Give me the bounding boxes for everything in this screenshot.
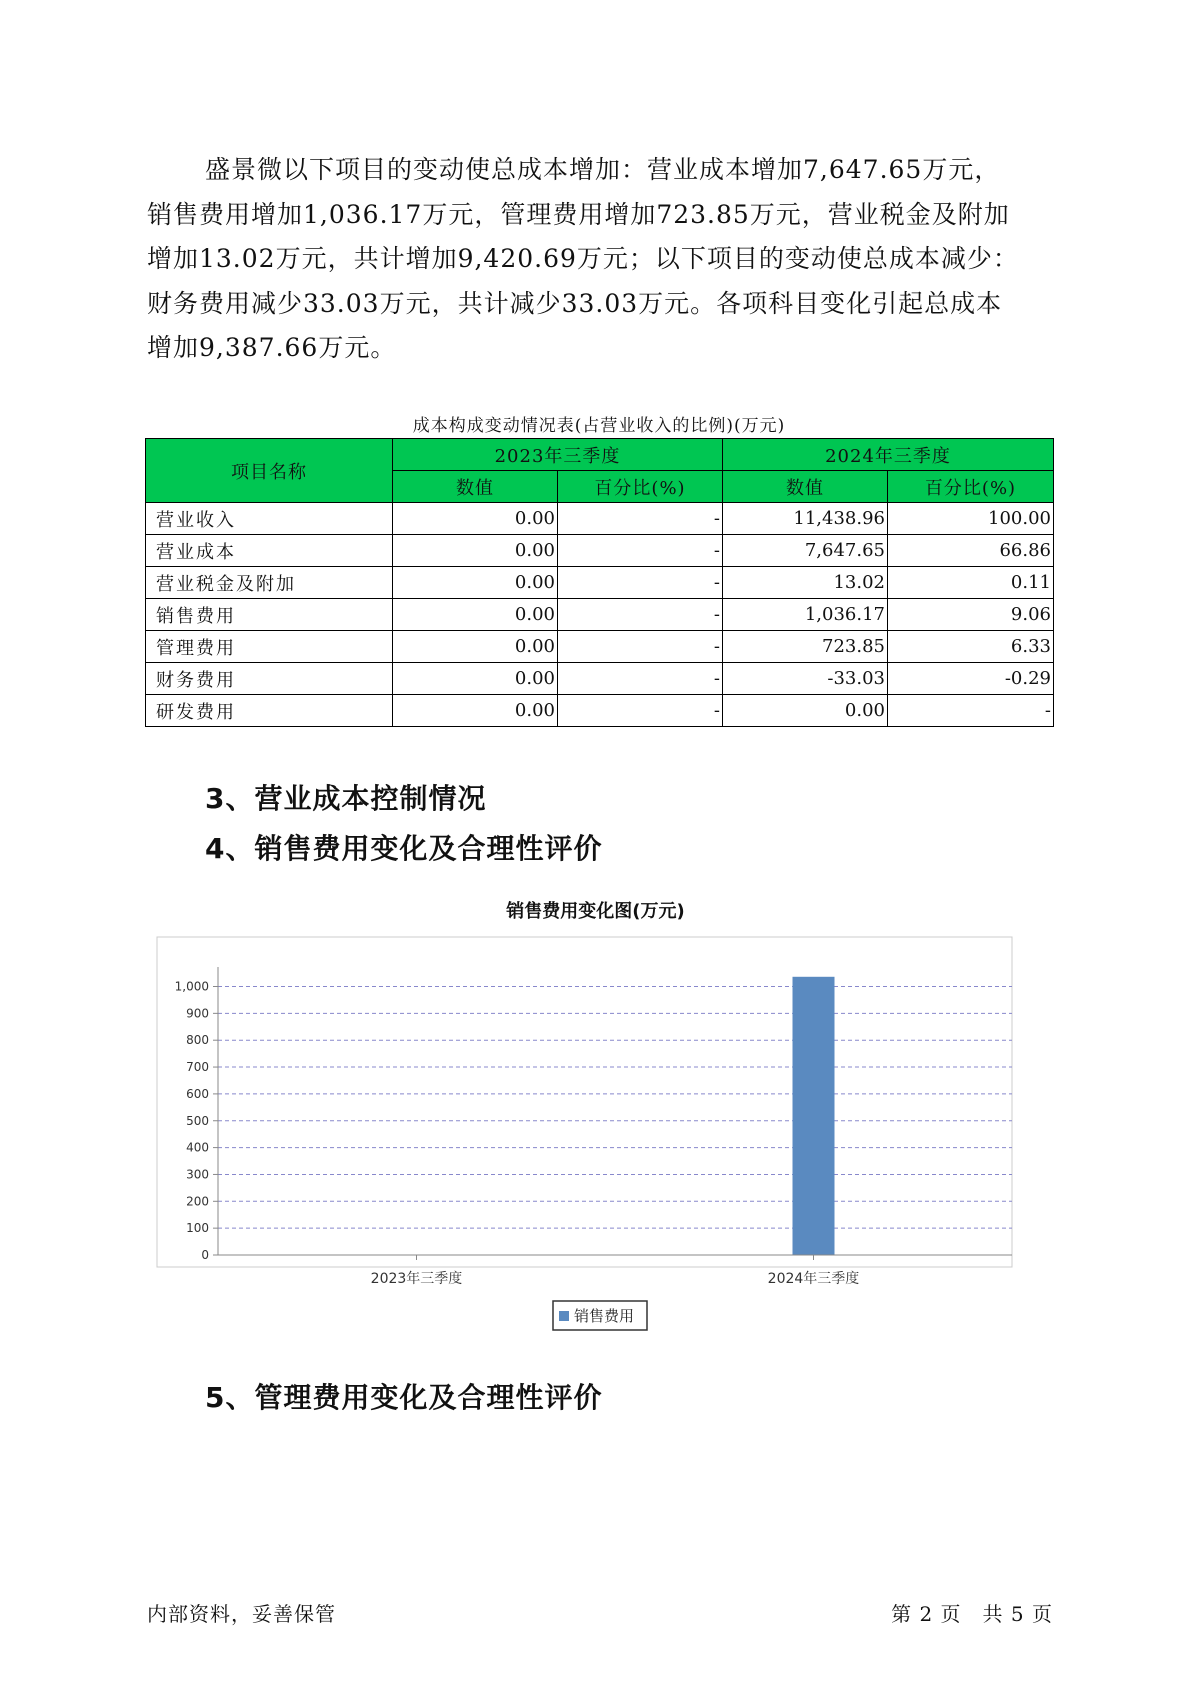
chart-title: 销售费用变化图(万元) [506, 901, 685, 922]
cell-value-2023: 0.00 [393, 535, 558, 567]
cell-value-2023: 0.00 [393, 663, 558, 695]
y-tick-label: 400 [186, 1140, 209, 1155]
legend-swatch [559, 1311, 569, 1321]
table-row [146, 567, 1054, 599]
y-tick-label: 0 [201, 1248, 209, 1262]
paragraph-line: 增加13.02万元，共计增加9,420.69万元；以下项目的变动使总成本减少： [147, 244, 1019, 273]
cell-value-2023: 0.00 [393, 631, 558, 663]
table-caption: 成本构成变动情况表(占营业收入的比例)(万元) [412, 416, 786, 436]
cell-value-2024: 13.02 [723, 567, 888, 599]
y-tick-label: 600 [186, 1086, 209, 1101]
table-row [146, 663, 1054, 695]
summary-paragraph [147, 148, 1047, 371]
row-name: 财务费用 [146, 663, 393, 695]
bar [793, 977, 835, 1255]
chart-gridlines [218, 987, 1012, 1229]
subheader-percent: 百分比(%) [558, 471, 723, 503]
row-name: 营业税金及附加 [146, 567, 393, 599]
chart-bars [793, 977, 835, 1255]
cell-percent-2023: - [558, 663, 723, 695]
cell-value-2024: 7,647.65 [723, 535, 888, 567]
table-row [146, 631, 1054, 663]
subheader-value: 数值 [723, 471, 888, 503]
chart-x-ticks [371, 1255, 860, 1287]
y-tick-label: 500 [186, 1113, 209, 1128]
cell-percent-2023: - [558, 599, 723, 631]
table-row [146, 695, 1054, 727]
row-name: 销售费用 [146, 599, 393, 631]
y-tick-label: 100 [186, 1221, 209, 1236]
cell-percent-2024: -0.29 [888, 663, 1054, 695]
row-name: 研发费用 [146, 695, 393, 727]
cell-percent-2024: 100.00 [888, 503, 1054, 535]
cell-percent-2023: - [558, 567, 723, 599]
cell-percent-2024: 6.33 [888, 631, 1054, 663]
cell-value-2023: 0.00 [393, 695, 558, 727]
sales-expense-bar-chart [0, 930, 1191, 1350]
chart-legend [553, 1301, 647, 1330]
cell-value-2024: 1,036.17 [723, 599, 888, 631]
cell-percent-2024: 9.06 [888, 599, 1054, 631]
row-name: 营业成本 [146, 535, 393, 567]
cell-percent-2023: - [558, 535, 723, 567]
section-heading-3: 3、营业成本控制情况 [205, 782, 487, 815]
cell-value-2023: 0.00 [393, 599, 558, 631]
cell-percent-2023: - [558, 503, 723, 535]
cell-value-2023: 0.00 [393, 503, 558, 535]
cell-percent-2023: - [558, 695, 723, 727]
footer-page-number: 第 2 页 共 5 页 [891, 1602, 1053, 1626]
section-heading-4: 4、销售费用变化及合理性评价 [205, 832, 603, 865]
y-tick-label: 1,000 [174, 979, 209, 994]
paragraph-line: 盛景微以下项目的变动使总成本增加：营业成本增加7,647.65万元， [205, 155, 1001, 184]
y-tick-label: 300 [186, 1167, 209, 1182]
cell-value-2024: 11,438.96 [723, 503, 888, 535]
cell-percent-2024: 66.86 [888, 535, 1054, 567]
cell-value-2024: -33.03 [723, 663, 888, 695]
section-heading-5: 5、管理费用变化及合理性评价 [205, 1381, 603, 1414]
table-row [146, 599, 1054, 631]
table-row [146, 503, 1054, 535]
y-tick-label: 700 [186, 1060, 209, 1075]
cost-structure-table [145, 438, 1054, 727]
legend-label: 销售费用 [574, 1307, 635, 1325]
x-tick-label: 2023年三季度 [370, 1271, 463, 1287]
subheader-value: 数值 [393, 471, 558, 503]
row-name: 营业收入 [146, 503, 393, 535]
header-period-2023: 2023年三季度 [393, 439, 723, 471]
header-item-name: 项目名称 [146, 439, 393, 503]
cell-percent-2024: - [888, 695, 1054, 727]
x-tick-label: 2024年三季度 [767, 1271, 860, 1287]
footer-confidential-note: 内部资料，妥善保管 [147, 1602, 336, 1626]
y-tick-label: 200 [186, 1194, 209, 1209]
cell-percent-2024: 0.11 [888, 567, 1054, 599]
cell-percent-2023: - [558, 631, 723, 663]
chart-y-ticks [175, 980, 218, 1263]
row-name: 管理费用 [146, 631, 393, 663]
y-tick-label: 900 [186, 1006, 209, 1021]
cell-value-2023: 0.00 [393, 567, 558, 599]
cell-value-2024: 723.85 [723, 631, 888, 663]
paragraph-line: 财务费用减少33.03万元，共计减少33.03万元。各项科目变化引起总成本 [147, 288, 1003, 318]
subheader-percent: 百分比(%) [888, 471, 1054, 503]
y-tick-label: 800 [186, 1033, 209, 1048]
header-period-2024: 2024年三季度 [723, 439, 1054, 471]
cell-value-2024: 0.00 [723, 695, 888, 727]
table-row [146, 535, 1054, 567]
paragraph-line: 销售费用增加1,036.17万元，管理费用增加723.85万元，营业税金及附加 [147, 199, 1010, 229]
paragraph-line: 增加9,387.66万元。 [147, 333, 397, 362]
